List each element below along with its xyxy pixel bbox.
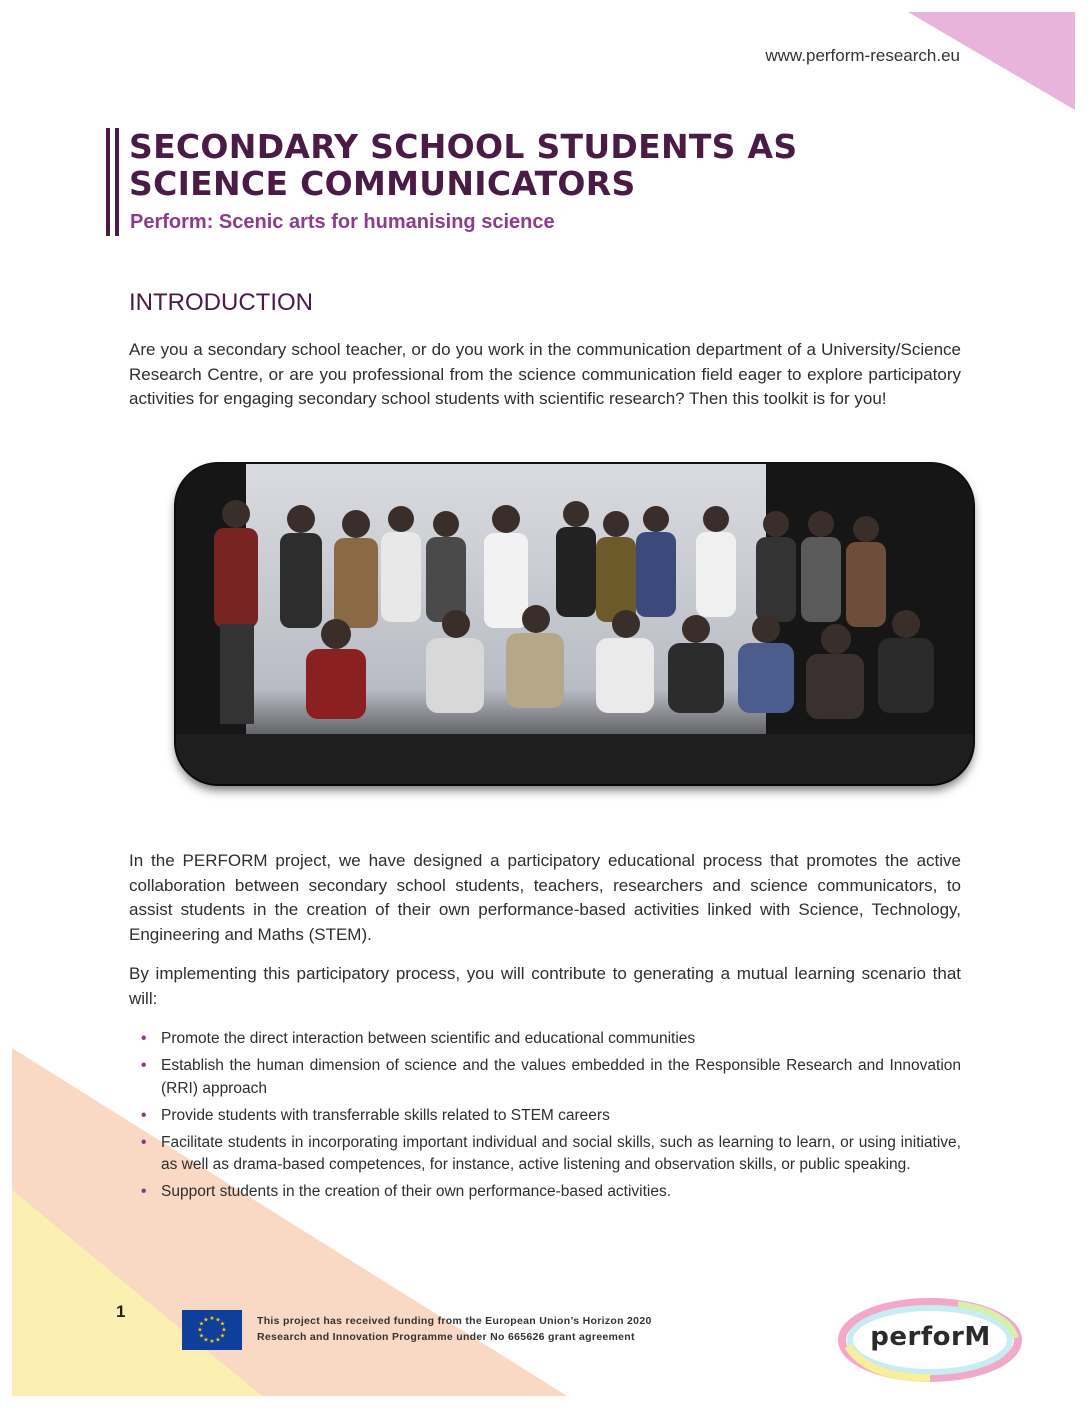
svg-text:★: ★ bbox=[215, 1316, 221, 1324]
title-line-1: SECONDARY SCHOOL STUDENTS AS bbox=[129, 127, 798, 166]
page-number: 1 bbox=[116, 1302, 126, 1321]
bullet-icon: • bbox=[141, 1106, 147, 1124]
funding-line-1: This project has received funding from the European Union’s Horizon 2020 bbox=[257, 1315, 652, 1327]
svg-text:★: ★ bbox=[198, 1332, 205, 1340]
group-photo-illustration bbox=[176, 464, 973, 784]
eu-flag-icon bbox=[182, 1310, 242, 1350]
perform-logo bbox=[838, 1298, 1023, 1382]
logo-wordmark: perforM bbox=[870, 1322, 991, 1352]
svg-text:★: ★ bbox=[209, 1315, 215, 1322]
group-photo bbox=[176, 464, 973, 784]
svg-text:★: ★ bbox=[221, 1326, 227, 1334]
svg-text:★: ★ bbox=[203, 1336, 209, 1344]
list-item-text: Promote the direct interaction between scientific and educational communities bbox=[161, 1030, 696, 1047]
bullet-icon: • bbox=[141, 1030, 147, 1047]
list-item bbox=[141, 1105, 961, 1128]
introduction-heading: INTRODUCTION bbox=[129, 289, 313, 316]
svg-text:★: ★ bbox=[219, 1320, 226, 1328]
intro-paragraph-2: In the PERFORM project, we have designed a participatory educational process that promotes the active collaboration between secondary school students, teachers, researchers and science communicators, to assist students in the creation of their own performance-based activities linked with Science, Technology, Engineering and Maths (STEM). bbox=[129, 851, 961, 944]
bullet-icon: • bbox=[141, 1133, 147, 1151]
svg-text:★: ★ bbox=[209, 1338, 215, 1345]
title-line-2: SCIENCE COMMUNICATORS bbox=[129, 164, 636, 203]
list-item-text: Support students in the creation of their own performance-based activities. bbox=[161, 1183, 672, 1200]
list-item bbox=[141, 1055, 961, 1100]
bullet-icon: • bbox=[141, 1183, 147, 1200]
intro-paragraph-1: Are you a secondary school teacher, or do you work in the communication department of a University/Science Research Centre, or are you professional from the science communication field eager to explore participatory activities for engaging secondary school students with scientific research? Then this toolkit is for you! bbox=[129, 340, 961, 408]
intro-paragraph-3: By implementing this participatory process, you will contribute to generating a mutual learning scenario that will: bbox=[129, 964, 961, 1008]
svg-text:★: ★ bbox=[198, 1320, 205, 1328]
list-item-text: Facilitate students in incorporating important individual and social skills, such as learning to learn, or using initiative, as well as drama-based competences, for instance, active listening and observation skills, or public speaking. bbox=[161, 1133, 961, 1173]
funding-statement bbox=[257, 1313, 652, 1345]
title-accent-bar bbox=[106, 128, 122, 236]
list-item-text: Provide students with transferrable skills related to STEM careers bbox=[161, 1106, 610, 1124]
page-subtitle: Perform: Scenic arts for humanising science bbox=[130, 211, 555, 233]
svg-text:★: ★ bbox=[215, 1336, 221, 1344]
list-item bbox=[141, 1181, 961, 1204]
benefits-list bbox=[141, 1028, 961, 1208]
svg-text:★: ★ bbox=[219, 1332, 226, 1340]
svg-text:★: ★ bbox=[203, 1316, 209, 1324]
funding-line-2: Research and Innovation Programme under No 665626 grant agreement bbox=[257, 1331, 635, 1343]
page-title bbox=[129, 128, 949, 202]
website-url[interactable]: www.perform-research.eu bbox=[765, 46, 960, 65]
list-item-text: Establish the human dimension of science and the values embedded in the Responsible Research and Innovation (RRI) approach bbox=[161, 1057, 961, 1097]
list-item bbox=[141, 1028, 961, 1051]
list-item bbox=[141, 1132, 961, 1177]
bullet-icon: • bbox=[141, 1057, 147, 1074]
svg-text:★: ★ bbox=[197, 1326, 203, 1334]
